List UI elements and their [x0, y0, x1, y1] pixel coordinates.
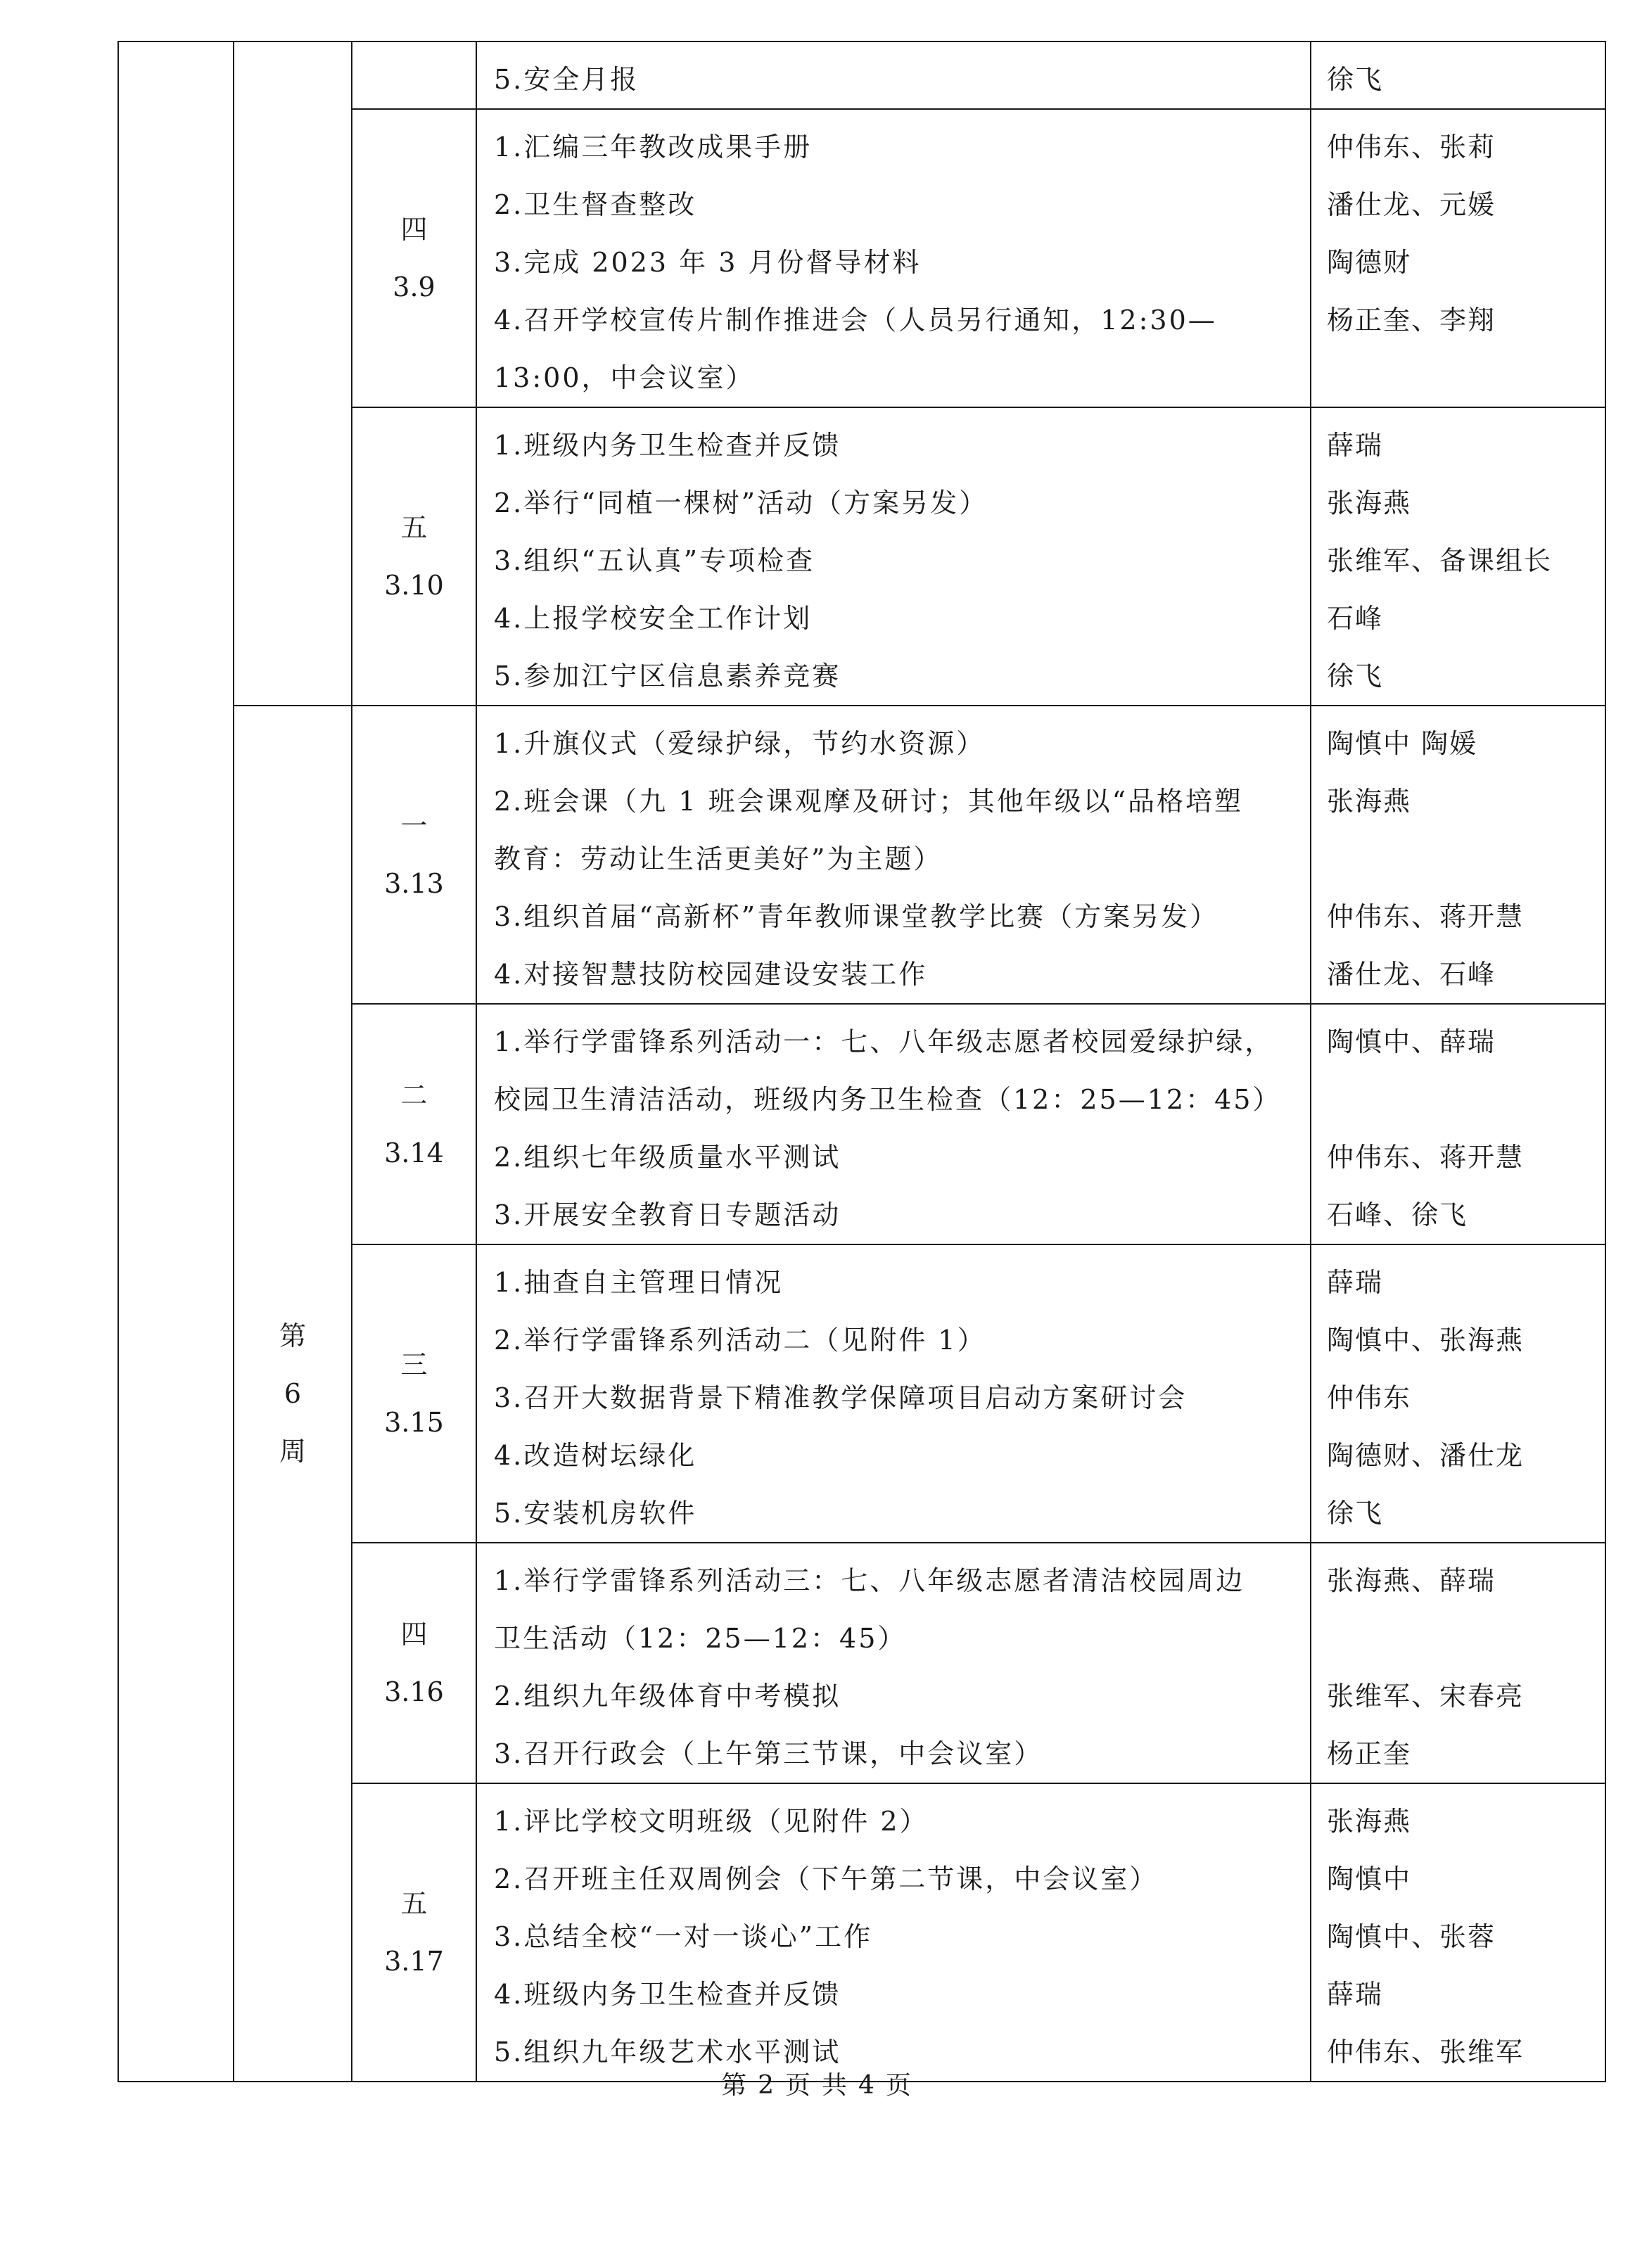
- page-footer: [0, 2065, 1635, 2101]
- task-line: 2.召开班主任双周例会（下午第二节课，中会议室）: [494, 1864, 1159, 1894]
- task-line: 2.组织九年级体育中考模拟: [494, 1681, 841, 1712]
- responsible-line: 石峰: [1327, 603, 1384, 634]
- day-name: 一: [400, 810, 428, 841]
- task-line: 4.班级内务卫生检查并反馈: [494, 1979, 841, 2010]
- responsible-line: 张海燕、薛瑞: [1327, 1565, 1496, 1596]
- responsible-line: 张海燕: [1327, 786, 1412, 817]
- day-name: 五: [400, 1888, 428, 1919]
- task-line: 3.召开大数据背景下精准教学保障项目启动方案研讨会: [494, 1382, 1188, 1413]
- tasks-cell: [476, 1543, 1311, 1783]
- day-date: 3.14: [384, 1138, 444, 1168]
- tasks-cell: [476, 407, 1311, 706]
- responsible-line: 杨正奎、李翔: [1327, 305, 1496, 336]
- task-line: 2.组织七年级质量水平测试: [494, 1142, 841, 1173]
- tasks-cell: [476, 42, 1311, 109]
- task-line: 5.安全月报: [494, 64, 640, 95]
- task-line: 5.参加江宁区信息素养竞赛: [494, 661, 841, 692]
- responsible-line: 徐飞: [1327, 661, 1384, 692]
- task-line: 2.举行学雷锋系列活动二（见附件 1）: [494, 1325, 986, 1356]
- responsible-line: 潘仕龙、元媛: [1327, 189, 1496, 220]
- responsible-line: 仲伟东、蒋开慧: [1327, 901, 1525, 932]
- task-line: 2.班会课（九 1 班会课观摩及研讨；其他年级以“品格培塑: [494, 786, 1244, 817]
- responsible-line: 薛瑞: [1327, 430, 1384, 461]
- task-line: 1.汇编三年教改成果手册: [494, 132, 813, 163]
- task-line: 1.升旗仪式（爱绿护绿，节约水资源）: [494, 728, 986, 759]
- week-cell-prev: [234, 42, 352, 706]
- day-cell: [352, 109, 476, 407]
- responsible-line: 仲伟东、张维军: [1327, 2037, 1525, 2068]
- responsible-line: 陶慎中、张海燕: [1327, 1325, 1525, 1356]
- footer-page-unit: 页: [784, 2071, 813, 2100]
- task-line: 4.召开学校宣传片制作推进会（人员另行通知，12:30—: [494, 305, 1217, 336]
- task-line: 3.完成 2023 年 3 月份督导材料: [494, 247, 922, 278]
- responsible-line: 陶慎中 陶媛: [1327, 728, 1478, 759]
- tasks-cell: [476, 109, 1311, 407]
- task-line: 5.组织九年级艺术水平测试: [494, 2037, 841, 2068]
- day-name: 二: [400, 1080, 428, 1111]
- task-line: 4.上报学校安全工作计划: [494, 603, 813, 634]
- task-line: 1.抽查自主管理日情况: [494, 1267, 784, 1298]
- responsible-line: 陶德财、潘仕龙: [1327, 1440, 1525, 1471]
- task-line: 3.开展安全教育日专题活动: [494, 1199, 841, 1230]
- responsible-cell: [1311, 706, 1605, 1004]
- responsible-cell: [1311, 1244, 1605, 1543]
- responsible-cell: [1311, 109, 1605, 407]
- responsible-line: 徐飞: [1327, 64, 1384, 95]
- task-line: 13:00，中会议室）: [494, 362, 755, 393]
- task-line: 4.改造树坛绿化: [494, 1440, 697, 1471]
- responsible-cell: [1311, 1004, 1605, 1244]
- task-line: 4.对接智慧技防校园建设安装工作: [494, 959, 928, 990]
- day-name: 四: [400, 1619, 428, 1650]
- responsible-cell: [1311, 407, 1605, 706]
- tasks-cell: [476, 1004, 1311, 1244]
- responsible-line: 仲伟东: [1327, 1382, 1412, 1413]
- day-date: 3.17: [384, 1946, 444, 1977]
- schedule-row: [118, 706, 1605, 1004]
- task-line: 2.卫生督查整改: [494, 189, 697, 220]
- day-name: 五: [400, 512, 428, 543]
- task-line: 3.召开行政会（上午第三节课，中会议室）: [494, 1738, 1043, 1769]
- schedule-table: [117, 41, 1606, 2082]
- footer-total-unit: 页: [885, 2071, 914, 2100]
- responsible-line: 杨正奎: [1327, 1738, 1412, 1769]
- day-cell: [352, 1543, 476, 1783]
- tasks-cell: [476, 706, 1311, 1004]
- week-label-char: 周: [279, 1436, 306, 1467]
- day-date: 3.10: [384, 570, 444, 601]
- responsible-line: 张维军、备课组长: [1327, 545, 1553, 576]
- week-label-char: 6: [284, 1378, 302, 1409]
- task-line: 1.举行学雷锋系列活动一：七、八年级志愿者校园爱绿护绿，: [494, 1026, 1274, 1057]
- footer-total-label: 共: [822, 2071, 851, 2100]
- responsible-line: [1327, 1610, 1599, 1667]
- day-date: 3.9: [393, 272, 435, 302]
- task-line: 教育：劳动让生活更美好”为主题）: [494, 843, 943, 874]
- task-line: 校园卫生清洁活动，班级内务卫生检查（12：25—12：45）: [494, 1084, 1282, 1115]
- responsible-line: 陶慎中、张蓉: [1327, 1921, 1496, 1952]
- responsible-line: 张海燕: [1327, 488, 1412, 518]
- footer-total-number: 4: [858, 2071, 877, 2100]
- responsible-line: 陶慎中、薛瑞: [1327, 1026, 1496, 1057]
- responsible-line: 陶慎中: [1327, 1864, 1412, 1894]
- responsible-cell: [1311, 42, 1605, 109]
- day-cell: [352, 1004, 476, 1244]
- day-cell: [352, 1244, 476, 1543]
- responsible-cell: [1311, 1543, 1605, 1783]
- schedule-row: [118, 42, 1605, 109]
- day-name: 三: [400, 1349, 428, 1380]
- responsible-line: 张维军、宋春亮: [1327, 1681, 1525, 1712]
- day-date: 3.15: [384, 1407, 444, 1438]
- task-line: 卫生活动（12：25—12：45）: [494, 1623, 907, 1654]
- week-6-cell: [234, 706, 352, 2082]
- responsible-line: 徐飞: [1327, 1498, 1384, 1529]
- task-line: 3.组织首届“高新杯”青年教师课堂教学比赛（方案另发）: [494, 901, 1219, 932]
- footer-page-label: 第: [721, 2071, 750, 2100]
- responsible-line: [1327, 830, 1599, 888]
- responsible-cell: [1311, 1783, 1605, 2082]
- responsible-line: 薛瑞: [1327, 1979, 1384, 2010]
- responsible-line: 薛瑞: [1327, 1267, 1384, 1298]
- day-name: 四: [400, 214, 428, 245]
- day-cell: [352, 706, 476, 1004]
- day-date: 3.16: [384, 1676, 444, 1707]
- task-line: 1.评比学校文明班级（见附件 2）: [494, 1806, 929, 1837]
- responsible-line: 仲伟东、蒋开慧: [1327, 1142, 1525, 1173]
- week-label-char: 第: [279, 1320, 306, 1351]
- blank-column: [118, 42, 234, 2082]
- responsible-line: 石峰、徐飞: [1327, 1199, 1468, 1230]
- responsible-line: 陶德财: [1327, 247, 1412, 278]
- day-cell: [352, 42, 476, 109]
- task-line: 1.举行学雷锋系列活动三：七、八年级志愿者清洁校园周边: [494, 1565, 1245, 1596]
- task-line: 5.安装机房软件: [494, 1498, 697, 1529]
- day-cell: [352, 1783, 476, 2082]
- responsible-line: 潘仕龙、石峰: [1327, 959, 1496, 990]
- task-line: 2.举行“同植一棵树”活动（方案另发）: [494, 488, 988, 518]
- task-line: 3.总结全校“一对一谈心”工作: [494, 1921, 873, 1952]
- responsible-line: [1327, 1071, 1599, 1128]
- footer-page-number: 2: [758, 2071, 777, 2100]
- day-cell: [352, 407, 476, 706]
- task-line: 1.班级内务卫生检查并反馈: [494, 430, 841, 461]
- day-date: 3.13: [384, 868, 444, 899]
- tasks-cell: [476, 1244, 1311, 1543]
- responsible-line: 张海燕: [1327, 1806, 1412, 1837]
- task-line: 3.组织“五认真”专项检查: [494, 545, 815, 576]
- tasks-cell: [476, 1783, 1311, 2082]
- responsible-line: 仲伟东、张莉: [1327, 132, 1496, 163]
